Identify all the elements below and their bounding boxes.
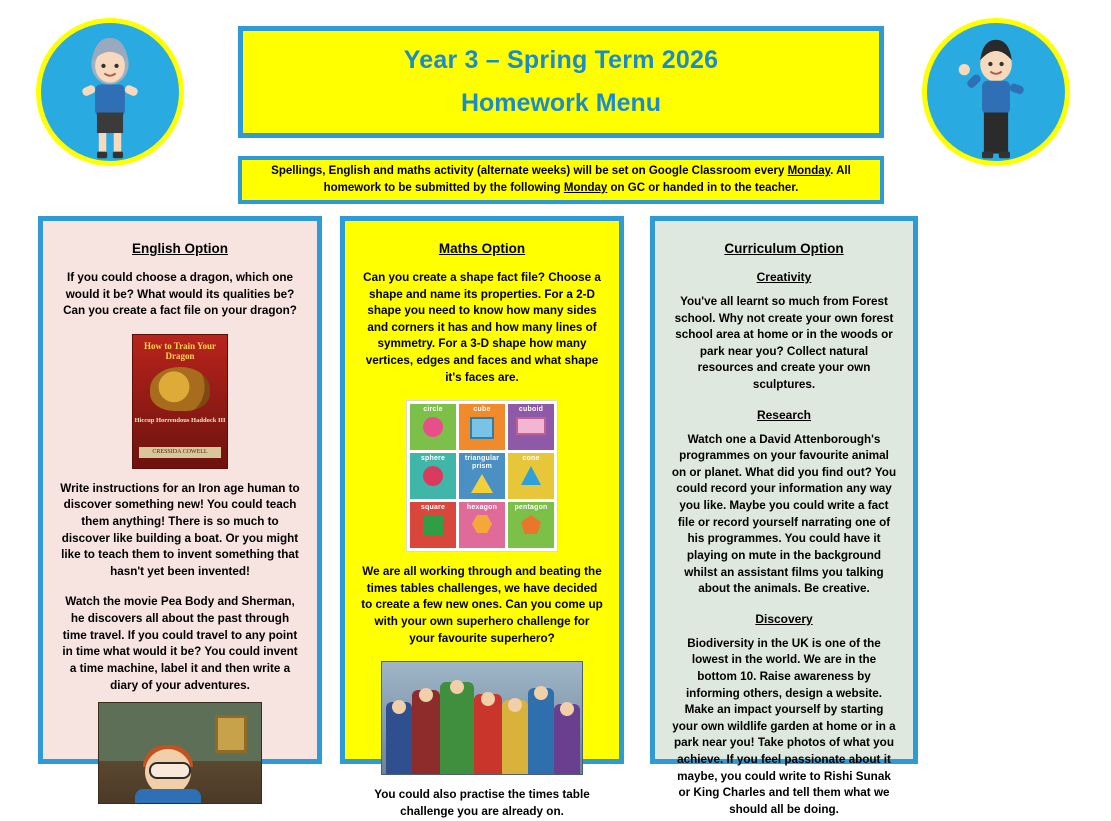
curriculum-heading: Curriculum Option xyxy=(724,241,844,256)
note-day-2: Monday xyxy=(563,182,608,194)
cone-icon xyxy=(521,466,541,485)
hero-figure-6 xyxy=(528,688,554,774)
english-heading: English Option xyxy=(132,241,228,256)
shape-cell-hexagon xyxy=(459,502,505,548)
boy-pupil-illustration xyxy=(927,23,1065,161)
hero-head-4 xyxy=(481,692,495,706)
book-title-text: How to Train Your Dragon xyxy=(143,340,217,362)
wall-picture-frame-shape xyxy=(215,715,247,753)
page-subtitle: Homework Menu xyxy=(460,89,662,117)
shape-cell-triangular-prism xyxy=(459,453,505,499)
english-paragraph-3: Watch the movie Pea Body and Sherman, he discovers all about the past through time travel. If you could travel to any point in time what would it be? You could invent a time machine, label it and then write a diary of your adventures. xyxy=(62,595,298,692)
maths-paragraph-2: We are all working through and beating the times tables challenges, we have decided to create a few new ones. Can you come up with your own superhero challenge for your favourite superhero? xyxy=(361,565,603,645)
shape-label-cuboid: cuboid xyxy=(518,406,544,414)
superheroes-photo xyxy=(381,661,583,775)
book-cover-image-wrap xyxy=(59,334,301,469)
cuboid-icon xyxy=(516,417,546,435)
cube-icon xyxy=(470,417,494,439)
shape-label-cube: cube xyxy=(473,406,491,414)
shape-cell-pentagon xyxy=(508,502,554,548)
hero-figure-4 xyxy=(474,694,502,774)
pentagon-icon xyxy=(521,515,541,534)
discovery-paragraph: Biodiversity in the UK is one of the lowest in the world. We are in the bottom 10. Raise awareness by informing others, design a website. Make an impact yourself by starting your own wildlife garden at home or in a park near you! Take photos of what you achieve. If you feel passionate about it maybe, you could write to Rishi Sunak or King Charles and tell them what we should all be doing. xyxy=(672,636,896,816)
title-box xyxy=(238,26,884,138)
shape-label-hexagon: hexagon xyxy=(466,504,498,512)
boy-glasses-icon xyxy=(149,762,191,779)
maths-heading: Maths Option xyxy=(438,241,526,256)
boy-pupil-avatar xyxy=(922,18,1070,166)
shape-label-sphere: sphere xyxy=(420,455,446,463)
boy-body-shape xyxy=(135,789,201,803)
triangular-prism-icon xyxy=(471,474,493,493)
shape-cell-circle xyxy=(410,404,456,450)
research-paragraph: Watch one a David Attenborough's programmes on your favourite animal on or planet. What did you find out? You could record your information any way you like. Maybe you could write a fact file or record yourself narrating one of his programmes. You could have it playing on mute in the background whilst an assistant films you talking about the animals. Be creative. xyxy=(671,432,897,596)
shape-cell-square xyxy=(410,502,456,548)
dragon-illustration-icon xyxy=(150,367,210,411)
hexagon-icon xyxy=(472,515,492,533)
note-part-2: . All homework to be submitted by the following xyxy=(323,165,851,194)
hero-head-2 xyxy=(419,688,433,702)
maths-option-column xyxy=(340,216,624,818)
creativity-subheading: Creativity xyxy=(756,270,812,284)
discovery-subheading: Discovery xyxy=(755,611,813,626)
shape-label-pentagon: pentagon xyxy=(514,504,548,512)
note-day-1: Monday xyxy=(787,165,831,178)
hero-figure-2 xyxy=(412,690,440,774)
superheroes-photo-wrap xyxy=(361,661,603,775)
how-to-train-your-dragon-book-cover xyxy=(132,334,228,469)
note-part-3: on GC or handed in to the teacher. xyxy=(607,182,799,194)
book-band-text: CRESSIDA COWELL xyxy=(139,447,221,458)
girl-pupil-avatar xyxy=(36,18,184,166)
sphere-icon xyxy=(423,466,443,486)
shape-cell-cube xyxy=(459,404,505,450)
note-part-1: Spellings, English and maths activity (alternate weeks) will be set on Google Classroom every xyxy=(271,165,788,178)
hero-head-1 xyxy=(392,700,406,714)
maths-paragraph-3: You could also practise the times table challenge you are already on. xyxy=(374,788,590,818)
circle-icon xyxy=(423,417,443,437)
submission-note-box xyxy=(238,156,884,204)
research-subheading: Research xyxy=(756,407,812,422)
shape-label-square: square xyxy=(420,504,446,512)
hero-figure-5 xyxy=(502,700,528,774)
shape-label-triangular-prism: triangular prism xyxy=(464,455,500,470)
creativity-paragraph: You've all learnt so much from Forest school. Why not create your own forest school area at home or in the woods or park near you? Collect natural resources and create your own sculptures. xyxy=(674,295,894,392)
english-paragraph-2: Write instructions for an Iron age human to discover something new! You could teach them anything! There is so much to discover like building a boat. Or you might like to teach them to invent something that hasn't yet been invented! xyxy=(60,481,300,578)
square-icon xyxy=(423,515,443,535)
sherman-movie-photo xyxy=(98,702,262,804)
page-title: Year 3 – Spring Term 2026 xyxy=(403,46,719,74)
english-option-column xyxy=(38,216,322,764)
english-paragraph-1: If you could choose a dragon, which one would it be? What would its qualities be? Can you create a fact file on your dragon? xyxy=(63,271,297,318)
hero-head-7 xyxy=(560,702,574,716)
shapes-poster xyxy=(406,400,558,552)
shapes-poster-wrap xyxy=(361,400,603,552)
hero-figure-1 xyxy=(386,702,412,774)
hero-figure-7 xyxy=(554,704,580,774)
shape-cell-sphere xyxy=(410,453,456,499)
hero-head-6 xyxy=(534,686,548,700)
sherman-photo-wrap xyxy=(59,702,301,804)
shape-cell-cone xyxy=(508,453,554,499)
shape-label-cone: cone xyxy=(522,455,540,463)
hero-head-5 xyxy=(508,698,522,712)
book-author-text: Hiccup Horrendous Haddock III xyxy=(134,416,226,424)
submission-note-text xyxy=(254,163,868,196)
shape-cell-cuboid xyxy=(508,404,554,450)
shape-label-circle: circle xyxy=(423,406,443,414)
hero-figure-3 xyxy=(440,682,474,774)
hero-head-3 xyxy=(450,680,464,694)
curriculum-option-column xyxy=(650,216,918,816)
girl-pupil-illustration xyxy=(41,23,179,161)
maths-paragraph-1: Can you create a shape fact file? Choose a shape and name its properties. For a 2-D shape you need to know how many sides and corners it has and how many lines of symmetry. For a 3-D shape how many vertices, edges and faces and what shape it's faces are. xyxy=(363,271,601,384)
